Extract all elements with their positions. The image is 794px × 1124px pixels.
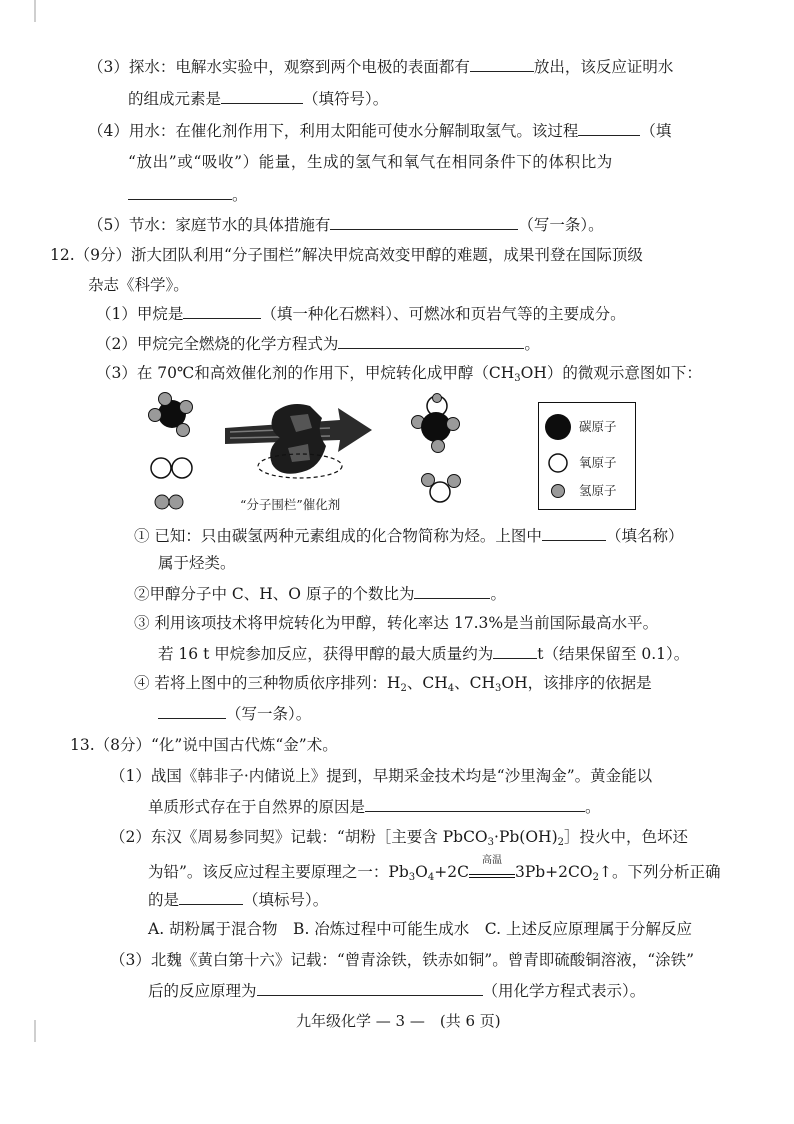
methanol-hydrogen-atom xyxy=(447,418,460,431)
q11-p5-text-b: （写一条）。 xyxy=(518,216,604,234)
methane-molecule xyxy=(149,393,193,437)
catalyst-label: “分子围栏”催化剂 xyxy=(240,497,341,512)
answer-blank[interactable] xyxy=(414,582,490,599)
q13-heading: 13.（8分）“化”说中国古代炼“金”术。 xyxy=(70,736,338,754)
page-footer xyxy=(296,1010,501,1032)
q13-p2-text-b: ·Pb(OH) xyxy=(494,828,558,846)
q11-p5-text-a: （5）节水：家庭节水的具体措施有 xyxy=(88,216,331,234)
q11-p4-line3 xyxy=(128,183,248,206)
q13-p2-text-d: 为铅”。该反应过程主要原理之一：Pb xyxy=(148,863,409,881)
q13-p1-line2 xyxy=(148,795,601,818)
q13-p3-line2 xyxy=(148,979,645,1002)
q12-s1-line1 xyxy=(134,524,683,547)
q12-p3-subscript: 3 xyxy=(514,373,521,384)
water-molecule xyxy=(422,474,461,503)
legend-carbon-label: 碳原子 xyxy=(579,419,617,434)
q13-p2-line1 xyxy=(110,826,688,854)
legend-symbols xyxy=(543,403,573,509)
q12-p2-text-a: （2）甲烷完全燃烧的化学方程式为 xyxy=(96,335,339,353)
legend-oxygen-swatch xyxy=(549,454,567,472)
q13-p1-line1 xyxy=(110,765,652,787)
q13-p3-text-b: 后的反应原理为 xyxy=(148,982,257,1000)
q13-p2-text-g: 3Pb+2CO xyxy=(514,863,593,881)
page-footer-text: 九年级化学 — 3 — (共 6 页) xyxy=(296,1012,501,1030)
methanol-carbon-atom xyxy=(421,412,451,442)
q13-p2-line2 xyxy=(148,855,721,889)
q12-s3-text-b: 若 16 t 甲烷参加反应，获得甲醇的最大质量约为 xyxy=(158,645,494,663)
q12-s4-text-c: 、CH xyxy=(454,674,495,692)
q12-p1-line xyxy=(96,302,626,325)
q11-p4-line2 xyxy=(128,151,613,173)
q13-p1-text-a: （1）战国《韩非子·内储说上》提到，早期采金技术均是“沙里淘金”。黄金能以 xyxy=(110,767,653,785)
methane-hydrogen-atom xyxy=(159,393,172,406)
q11-p3-text-a: （3）探水：电解水实验中，观察到两个电极的表面都有 xyxy=(88,58,470,76)
q12-s4-text-b: 、CH xyxy=(406,674,448,692)
q12-s2-text-b: 。 xyxy=(490,585,506,603)
legend-hydrogen-label: 氢原子 xyxy=(579,483,617,498)
q11-p3-line2 xyxy=(128,87,388,110)
subscript: 4 xyxy=(447,683,455,694)
q12-p3-text-b: OH）的微观示意图如下： xyxy=(520,364,702,382)
subscript: 4 xyxy=(427,872,435,883)
q12-s4-line2 xyxy=(158,702,311,725)
q12-s3-line2 xyxy=(158,642,689,665)
reaction-condition-arrow xyxy=(469,855,515,878)
q12-s1-text-b: （填名称） xyxy=(605,527,684,545)
q12-s1-line2 xyxy=(158,552,236,574)
methanol-hydrogen-atom xyxy=(433,394,442,403)
q13-p1-text-b: 单质形式存在于自然界的原因是 xyxy=(148,798,366,816)
q12-p2-text-b: 。 xyxy=(524,335,540,353)
q12-heading-line1 xyxy=(50,244,643,266)
q13-p3-text-c: （用化学方程式表示）。 xyxy=(482,982,646,1000)
q13-p1-text-c: 。 xyxy=(585,798,601,816)
q11-p3-text-c: 的组成元素是 xyxy=(128,90,222,108)
q13-p3-text-a: （3）北魏《黄白第十六》记载：“曾青涂铁，铁赤如铜”。曾青即硫酸铜溶液，“涂铁” xyxy=(110,951,695,969)
legend-carbon-swatch xyxy=(545,414,571,440)
q12-s3-line1 xyxy=(134,612,658,634)
q12-s3-text-a: ③ 利用该项技术将甲烷转化为甲醇，转化率达 17.3%是当前国际最高水平。 xyxy=(134,614,659,632)
methanol-molecule xyxy=(412,394,460,453)
q11-p5-line xyxy=(88,213,604,236)
hydrogen-atom xyxy=(169,495,183,509)
water-oxygen-atom xyxy=(430,482,450,502)
hydrogen-molecule xyxy=(155,495,183,509)
methane-hydrogen-atom xyxy=(180,401,193,414)
oxygen-molecule xyxy=(151,458,192,478)
q11-p3-line1 xyxy=(88,55,673,78)
q12-p2-line xyxy=(96,332,540,355)
scan-edge-top xyxy=(34,0,36,22)
q13-p2-text-c: ］投火中，色坏还 xyxy=(564,828,689,846)
answer-blank[interactable] xyxy=(158,702,226,719)
q11-p4-text-d: 。 xyxy=(232,186,248,204)
answer-blank[interactable] xyxy=(365,795,585,812)
subscript: 3 xyxy=(494,683,502,694)
q13-p2-text-e: O xyxy=(415,863,428,881)
subscript: 2 xyxy=(557,837,564,848)
hydrogen-atom xyxy=(155,495,169,509)
q11-p4-line1 xyxy=(88,119,671,142)
q12-s1-text-c: 属于烃类。 xyxy=(158,554,236,572)
q11-p3-text-b: 放出，该反应证明水 xyxy=(533,58,674,76)
methanol-hydrogen-atom xyxy=(432,440,445,453)
q13-heading-line xyxy=(70,734,338,756)
answer-blank[interactable] xyxy=(493,642,537,659)
q12-p1-text-a: （1）甲烷是 xyxy=(96,305,184,323)
q13-p2-line3 xyxy=(148,888,328,911)
q12-s3-text-c: t（结果保留至 0.1）。 xyxy=(537,645,690,663)
subscript: 3 xyxy=(408,872,416,883)
methane-hydrogen-atom xyxy=(177,424,190,437)
q12-p1-text-b: （填一种化石燃料）、可燃冰和页岩气等的主要成分。 xyxy=(261,305,626,323)
subscript: 2 xyxy=(592,872,599,883)
q12-s4-line1 xyxy=(134,672,652,700)
oxygen-atom xyxy=(172,458,192,478)
q12-heading-b: 杂志《科学》。 xyxy=(88,276,189,294)
legend-hydrogen-swatch xyxy=(552,485,565,498)
water-hydrogen-atom xyxy=(448,475,461,488)
q12-s4-text-a: ④ 若将上图中的三种物质依序排列：H xyxy=(134,674,401,692)
atom-legend xyxy=(538,402,636,510)
q12-heading-a: 12.（9分）浙大团队利用“分子围栏”解决甲烷高效变甲醇的难题，成果刊登在国际顶级 xyxy=(50,246,643,264)
q11-p4-text-a: （4）用水：在催化剂作用下，利用太阳能可使水分解制取氢气。该过程 xyxy=(88,122,579,140)
answer-blank[interactable] xyxy=(257,979,483,996)
q12-p3-text-a: （3）在 70℃和高效催化剂的作用下，甲烷转化成甲醇（CH xyxy=(96,364,515,382)
q12-s4-text-e: （写一条）。 xyxy=(226,705,312,723)
answer-blank[interactable] xyxy=(578,119,640,136)
q13-options: A. 胡粉属于混合物 B. 冶炼过程中可能生成水 C. 上述反应原理属于分解反应 xyxy=(148,920,692,938)
catalyst-arrow xyxy=(225,404,372,478)
answer-blank[interactable] xyxy=(338,332,524,349)
q13-p3-line1 xyxy=(110,949,694,971)
legend-oxygen-label: 氧原子 xyxy=(579,455,617,470)
reaction-diagram xyxy=(140,388,700,518)
q11-p4-text-b: （填 xyxy=(640,122,672,140)
q12-s2-text-a: ②甲醇分子中 C、H、O 原子的个数比为 xyxy=(134,585,415,603)
methane-hydrogen-atom xyxy=(149,409,162,422)
q13-p2-text-i: 的是 xyxy=(148,891,180,909)
q13-p2-text-h: ↑。下列分析正确 xyxy=(598,863,721,881)
q13-p2-text-f: +2C xyxy=(434,863,469,881)
answer-blank[interactable] xyxy=(128,183,232,200)
reaction-condition-label: 高温 xyxy=(481,855,502,866)
equals-bar xyxy=(469,874,515,878)
answer-blank[interactable] xyxy=(221,87,303,104)
q12-s2-line xyxy=(134,582,506,605)
subscript: 3 xyxy=(487,837,495,848)
q13-p2-text-a: （2）东汉《周易参同契》记载：“胡粉［主要含 PbCO xyxy=(110,828,488,846)
oxygen-atom xyxy=(151,458,171,478)
q12-s4-text-d: OH，该排序的依据是 xyxy=(501,674,652,692)
q12-s1-text-a: ① 已知：只由碳氢两种元素组成的化合物简称为烃。上图中 xyxy=(134,527,542,545)
answer-blank[interactable] xyxy=(470,55,534,72)
scan-edge-bottom xyxy=(34,1020,36,1042)
q13-options-line xyxy=(148,918,692,940)
answer-blank[interactable] xyxy=(179,888,243,905)
answer-blank[interactable] xyxy=(542,524,606,541)
q11-p4-text-c: “放出”或“吸收”）能量，生成的氢气和氧气在相同条件下的体积比为 xyxy=(128,153,613,171)
subscript: 2 xyxy=(400,683,407,694)
answer-blank[interactable] xyxy=(330,213,518,230)
answer-blank[interactable] xyxy=(183,302,261,319)
q12-heading-line2 xyxy=(88,274,189,296)
q11-p3-text-d: （填符号）。 xyxy=(303,90,389,108)
q12-p3-line xyxy=(96,362,702,390)
q13-p2-text-j: （填标号）。 xyxy=(243,891,329,909)
